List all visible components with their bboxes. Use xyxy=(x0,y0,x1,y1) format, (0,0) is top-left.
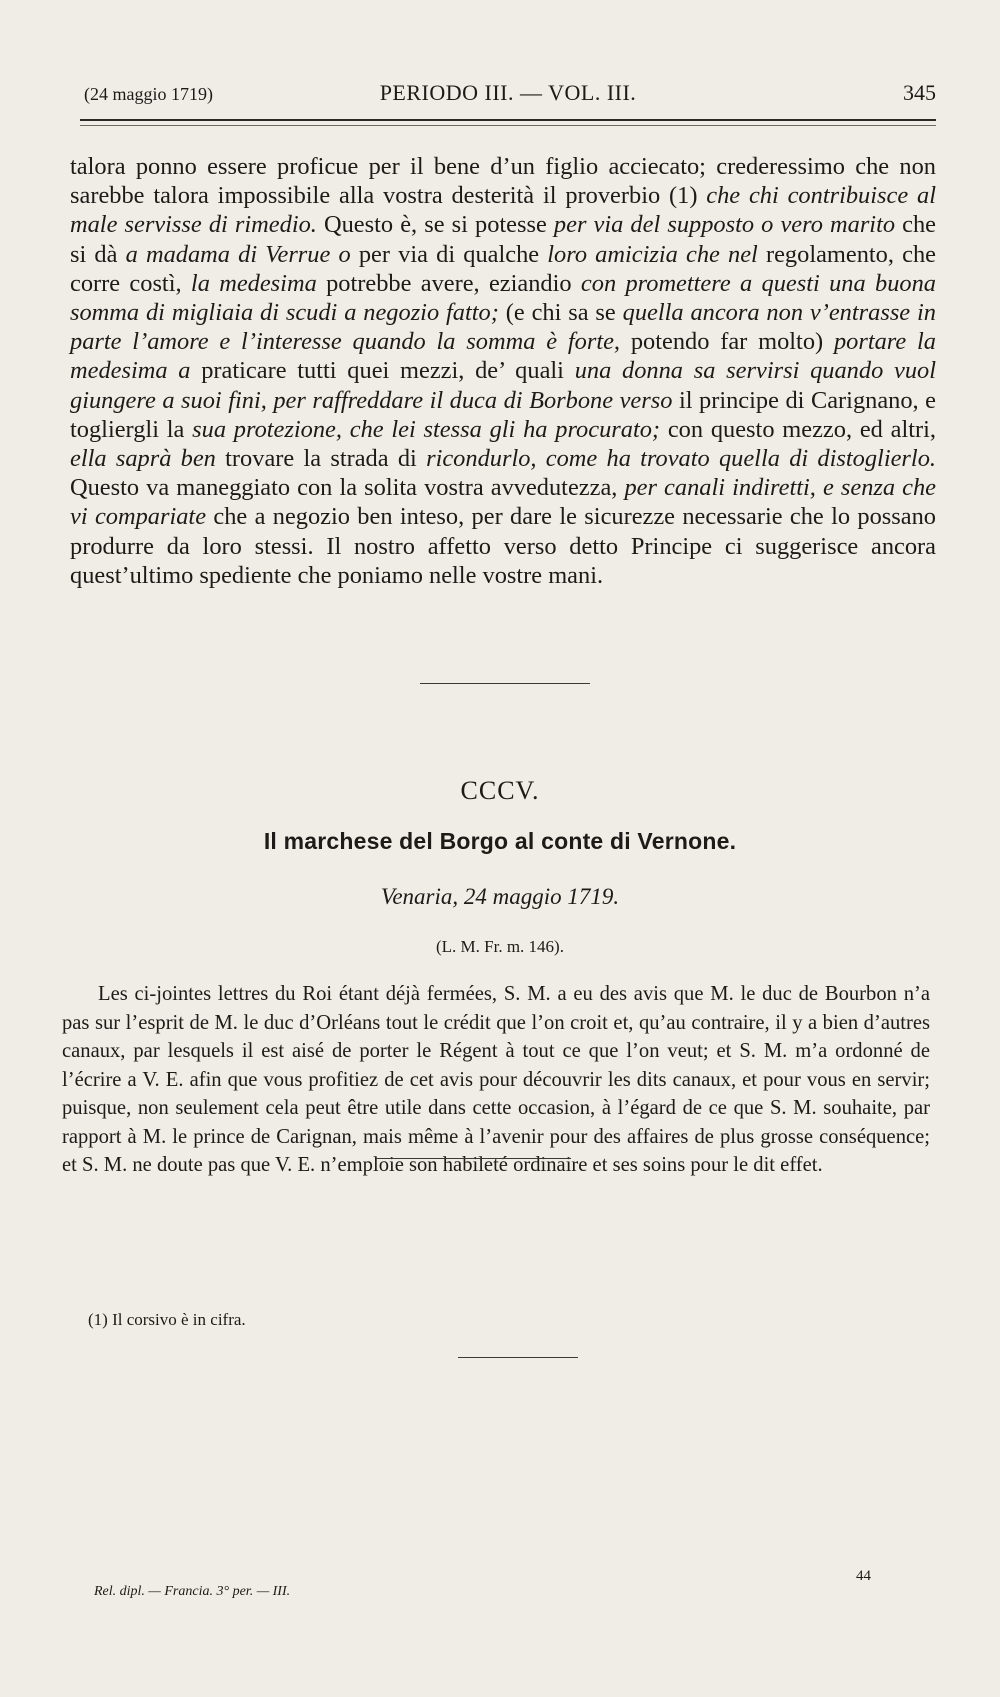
cipher-segment: loro amicizia che nel xyxy=(547,240,758,268)
text-segment: potendo far molto) xyxy=(620,328,834,356)
footnote-rule xyxy=(376,1158,571,1159)
italian-letter-text xyxy=(70,152,936,590)
letter-reference: (L. M. Fr. m. 146). xyxy=(436,937,564,956)
italian-paragraph xyxy=(70,152,936,590)
text-segment: il principe di Carignano, e togliergli la xyxy=(70,386,936,443)
cipher-segment: per via del supposto o vero marito xyxy=(553,211,896,239)
cipher-segment: per canali indiretti, e senza che vi compariate xyxy=(70,474,937,531)
text-segment: Questo è, se si potesse xyxy=(316,211,554,239)
letter-place-date: Venaria, 24 maggio 1719. xyxy=(380,884,620,909)
french-paragraph: Les ci-jointes lettres du Roi étant déjà fermées, S. M. a eu des avis que M. le duc de Bourbon n’a pas sur l’esprit de M. le duc d’Orléans tout le crédit que l’on croit et, qu’au contraire, il y a bien d’autres canaux, par lesquels il est aisé de porter le Régent à tout ce que l’on veut; et S. M. m’a ordonné de l’écrire a V. E. afin que vous profitiez de cet avis pour découvrir les dits canaux, et pour vous en servir; puisque, non seulement cela peut être utile dans cette occasion, à l’égard de ce que S. M. souhaite, par rapport à M. le prince de Carignan, mais même à l’avenir pour des affaires de plus grosse conséquence; et S. M. ne doute pas que V. E. n’emploie son habileté ordinaire et ses soins pour le dit effet. xyxy=(62,983,930,1176)
header-title: PERIODO III. — VOL. III. xyxy=(379,80,637,105)
text-segment: con questo mezzo, ed altri, xyxy=(660,415,936,443)
header-rule-thin xyxy=(80,125,936,126)
cipher-segment: che chi contribuisce al male servisse di rimedio. xyxy=(70,182,936,239)
text-segment: che a negozio ben inteso, per dare le sicurezze necessarie che lo possano produrre da loro stessi. Il nostro affetto verso detto Principe ci suggerisce ancora quest’ultimo spediente che poniamo nelle vostre mani. xyxy=(70,503,936,589)
signature-mark: 44 xyxy=(856,1568,871,1584)
section-separator xyxy=(420,683,590,684)
text-segment: per via di qualche xyxy=(350,240,548,268)
letter-title: Il marchese del Borgo al conte di Vernone. xyxy=(263,828,737,854)
text-segment: che si dà xyxy=(70,211,937,268)
text-segment: (e chi sa se xyxy=(498,299,623,327)
french-letter-text xyxy=(62,980,930,1180)
cipher-segment: ricondurlo, come ha trovato quella di distoglierlo. xyxy=(426,445,936,473)
header-rule xyxy=(80,119,936,121)
text-segment: Questo va maneggiato con la solita vostra avvedutezza, xyxy=(70,474,625,502)
footnote: (1) Il corsivo è in cifra. xyxy=(88,1310,246,1329)
cipher-segment: ella saprà ben xyxy=(70,445,216,473)
text-segment: talora ponno essere proficue per il bene d’un figlio acciecato; crederessimo che non sarebbe talora impossibile alla vostra desterità il proverbio (1) xyxy=(70,153,936,210)
text-segment: potrebbe avere, eziandio xyxy=(316,269,581,297)
cipher-segment: a madama di Verrue o xyxy=(125,240,351,268)
page-number: 345 xyxy=(903,80,936,105)
cipher-segment: una donna sa servirsi quando vuol giungere a suoi fini, per raffreddare il duca di Borbone verso xyxy=(70,357,936,414)
header-date: (24 maggio 1719) xyxy=(84,84,213,104)
cipher-segment: quella ancora non v’entrasse in parte l’amore e l’interesse quando la somma è forte, xyxy=(70,299,936,356)
running-header xyxy=(80,80,936,110)
footnote-rule-lower xyxy=(458,1357,578,1358)
cipher-segment: portare la medesima a xyxy=(70,328,936,385)
text-segment: regolamento, che corre costì, xyxy=(70,240,936,297)
footer-series: Rel. dipl. — Francia. 3° per. — III. xyxy=(94,1584,291,1599)
cipher-segment: sua protezione, che lei stessa gli ha procurato; xyxy=(192,415,661,443)
letter-number: CCCV. xyxy=(460,776,540,805)
cipher-segment: con promettere a questi una buona somma di migliaia di scudi a negozio fatto; xyxy=(70,269,937,327)
text-segment: trovare la strada di xyxy=(215,445,427,473)
cipher-segment: la medesima xyxy=(190,269,317,297)
text-segment: praticare tutti quei mezzi, de’ quali xyxy=(190,357,575,385)
